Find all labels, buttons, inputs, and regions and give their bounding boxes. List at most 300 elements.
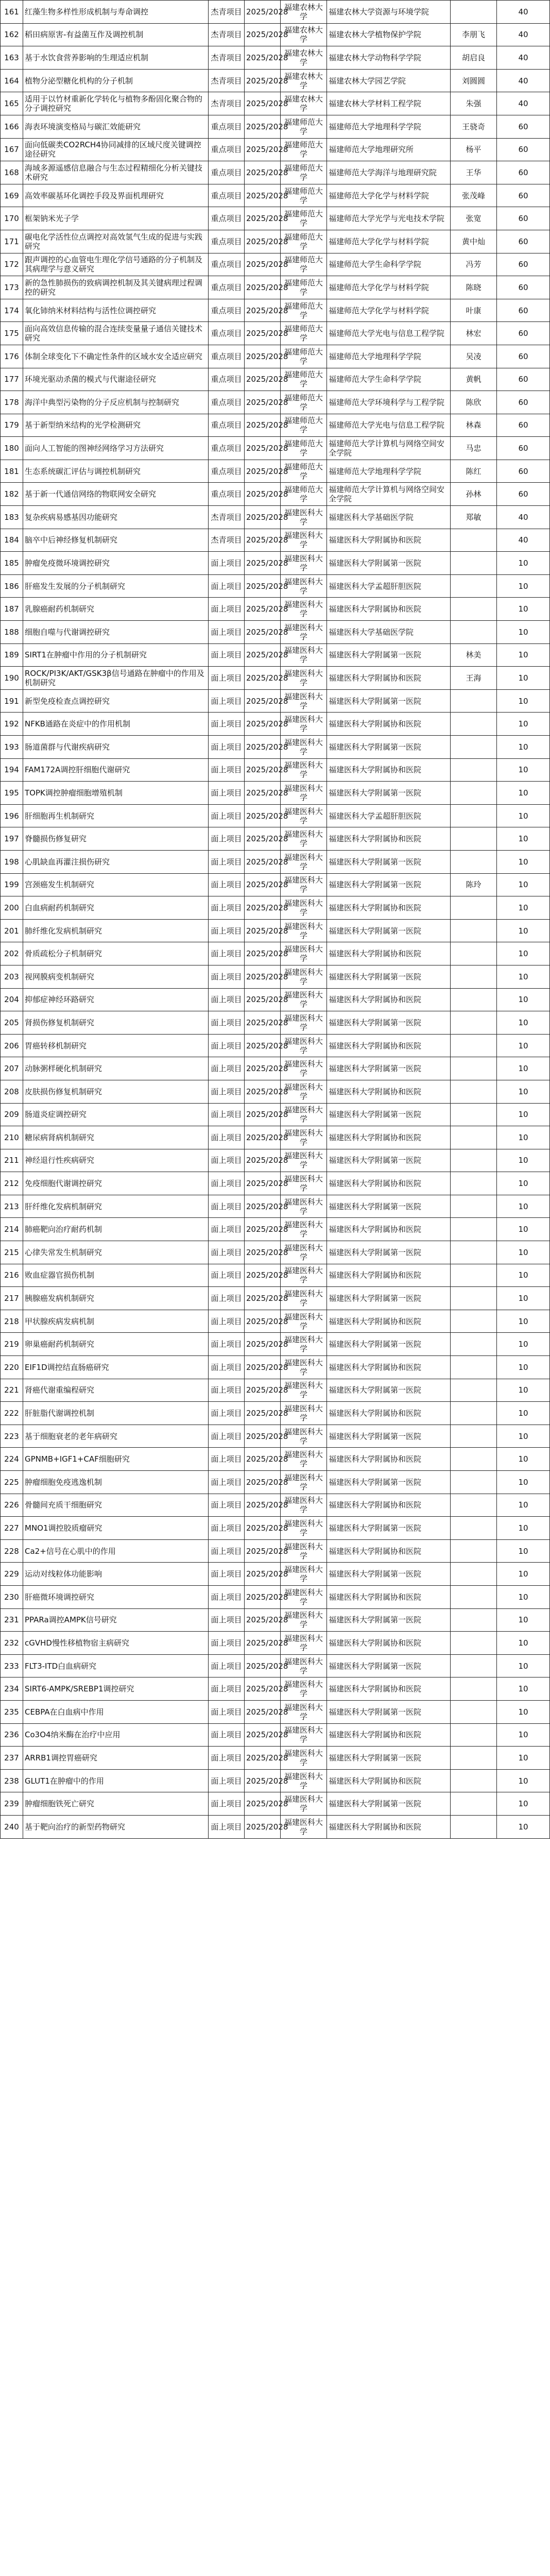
cell-name	[451, 1310, 497, 1333]
table-row	[1, 827, 550, 851]
cell-period: 2025/2028	[245, 23, 281, 46]
cell-title: 肿瘤细胞铁死亡研究	[23, 1792, 209, 1816]
cell-name	[451, 1425, 497, 1448]
table-row	[1, 1792, 550, 1816]
table-row	[1, 1172, 550, 1195]
cell-no: 177	[1, 368, 23, 391]
cell-name	[451, 1195, 497, 1218]
cell-type: 面上项目	[209, 873, 245, 896]
cell-no: 199	[1, 873, 23, 896]
cell-period: 2025/2028	[245, 529, 281, 552]
cell-no: 180	[1, 437, 23, 460]
cell-no: 191	[1, 689, 23, 713]
cell-title: 视网膜病变机制研究	[23, 965, 209, 988]
cell-type: 重点项目	[209, 322, 245, 345]
table-row	[1, 299, 550, 322]
cell-period: 2025/2028	[245, 827, 281, 851]
cell-period: 2025/2028	[245, 1149, 281, 1172]
cell-name: 郑敏	[451, 506, 497, 529]
cell-no: 223	[1, 1425, 23, 1448]
table-row	[1, 1241, 550, 1264]
table-row	[1, 1287, 550, 1310]
cell-unit: 福建医科大学	[281, 758, 327, 782]
cell-amount: 10	[497, 1494, 550, 1517]
cell-inst: 福建医科大学附属第一医院	[327, 1563, 451, 1586]
table-row	[1, 896, 550, 920]
cell-name	[451, 1632, 497, 1655]
cell-type: 面上项目	[209, 1563, 245, 1586]
cell-name	[451, 552, 497, 575]
cell-no: 182	[1, 483, 23, 506]
cell-amount: 60	[497, 437, 550, 460]
cell-period: 2025/2028	[245, 1356, 281, 1379]
cell-inst: 福建医科大学附属第一医院	[327, 643, 451, 667]
cell-amount: 10	[497, 667, 550, 690]
cell-no: 221	[1, 1379, 23, 1402]
cell-amount: 10	[497, 598, 550, 621]
cell-type: 杰青项目	[209, 46, 245, 70]
cell-amount: 10	[497, 552, 550, 575]
table-row	[1, 1471, 550, 1494]
cell-inst: 福建医科大学附属第一医院	[327, 552, 451, 575]
cell-name	[451, 1769, 497, 1792]
cell-name	[451, 988, 497, 1011]
table-row	[1, 574, 550, 598]
cell-no: 218	[1, 1310, 23, 1333]
table-row	[1, 115, 550, 138]
cell-amount: 10	[497, 1585, 550, 1608]
cell-type: 重点项目	[209, 253, 245, 276]
cell-period: 2025/2028	[245, 736, 281, 759]
cell-type: 面上项目	[209, 1471, 245, 1494]
cell-period: 2025/2028	[245, 1632, 281, 1655]
table-row	[1, 598, 550, 621]
cell-amount: 10	[497, 1700, 550, 1723]
cell-amount: 60	[497, 460, 550, 483]
table-row	[1, 1310, 550, 1333]
cell-period: 2025/2028	[245, 1080, 281, 1103]
cell-period: 2025/2028	[245, 161, 281, 184]
cell-period: 2025/2028	[245, 1539, 281, 1563]
cell-title: 肝癌发生发展的分子机制研究	[23, 574, 209, 598]
cell-title: 肺癌靶向治疗耐药机制	[23, 1218, 209, 1241]
cell-name	[451, 1563, 497, 1586]
cell-type: 面上项目	[209, 1677, 245, 1701]
cell-period: 2025/2028	[245, 1654, 281, 1677]
table-row	[1, 1379, 550, 1402]
cell-unit: 福建师范大学	[281, 414, 327, 437]
cell-inst: 福建医科大学附属第一医院	[327, 1517, 451, 1540]
cell-unit: 福建医科大学	[281, 1379, 327, 1402]
cell-no: 190	[1, 667, 23, 690]
cell-period: 2025/2028	[245, 1792, 281, 1816]
cell-inst: 福建农林大学动物科学学院	[327, 46, 451, 70]
cell-unit: 福建农林大学	[281, 1, 327, 24]
cell-period: 2025/2028	[245, 1287, 281, 1310]
table-row	[1, 1585, 550, 1608]
cell-type: 面上项目	[209, 896, 245, 920]
cell-type: 重点项目	[209, 138, 245, 161]
cell-period: 2025/2028	[245, 184, 281, 207]
table-row	[1, 1632, 550, 1655]
cell-name	[451, 896, 497, 920]
cell-name	[451, 1333, 497, 1356]
cell-name: 孙林	[451, 483, 497, 506]
cell-type: 面上项目	[209, 965, 245, 988]
cell-no: 198	[1, 850, 23, 873]
cell-unit: 福建医科大学	[281, 1080, 327, 1103]
cell-amount: 10	[497, 1539, 550, 1563]
cell-no: 240	[1, 1815, 23, 1838]
cell-name: 王骁奇	[451, 115, 497, 138]
cell-unit: 福建医科大学	[281, 1103, 327, 1126]
cell-title: 肿瘤免疫微环境调控研究	[23, 552, 209, 575]
cell-unit: 福建医科大学	[281, 1632, 327, 1655]
cell-no: 183	[1, 506, 23, 529]
cell-amount: 10	[497, 1333, 550, 1356]
cell-unit: 福建师范大学	[281, 299, 327, 322]
cell-period: 2025/2028	[245, 873, 281, 896]
cell-title: 甲状腺疾病发病机制	[23, 1310, 209, 1333]
cell-amount: 40	[497, 46, 550, 70]
cell-period: 2025/2028	[245, 115, 281, 138]
cell-period: 2025/2028	[245, 1815, 281, 1838]
cell-amount: 10	[497, 1471, 550, 1494]
cell-inst: 福建医科大学附属协和医院	[327, 598, 451, 621]
cell-type: 面上项目	[209, 1011, 245, 1035]
cell-no: 214	[1, 1218, 23, 1241]
cell-period: 2025/2028	[245, 988, 281, 1011]
cell-no: 167	[1, 138, 23, 161]
cell-unit: 福建医科大学	[281, 827, 327, 851]
cell-unit: 福建医科大学	[281, 1264, 327, 1287]
cell-no: 206	[1, 1034, 23, 1057]
cell-no: 233	[1, 1654, 23, 1677]
cell-unit: 福建师范大学	[281, 161, 327, 184]
cell-type: 杰青项目	[209, 23, 245, 46]
cell-period: 2025/2028	[245, 1333, 281, 1356]
cell-inst: 福建师范大学计算机与网络空间安全学院	[327, 483, 451, 506]
cell-title: 皮肤损伤修复机制研究	[23, 1080, 209, 1103]
cell-period: 2025/2028	[245, 391, 281, 414]
cell-title: GLUT1在肿瘤中的作用	[23, 1769, 209, 1792]
cell-title: 运动对线粒体功能影响	[23, 1563, 209, 1586]
cell-no: 204	[1, 988, 23, 1011]
cell-type: 面上项目	[209, 1792, 245, 1816]
cell-no: 210	[1, 1126, 23, 1149]
cell-name: 林森	[451, 414, 497, 437]
cell-name: 杨平	[451, 138, 497, 161]
cell-name: 陈晓	[451, 276, 497, 299]
table-row	[1, 552, 550, 575]
cell-no: 195	[1, 782, 23, 805]
cell-title: 基于新型纳米结构的光学检测研究	[23, 414, 209, 437]
cell-period: 2025/2028	[245, 1448, 281, 1471]
cell-period: 2025/2028	[245, 574, 281, 598]
cell-title: 碳电化学活性位点调控对高效氢气生成的促进与实践研究	[23, 230, 209, 253]
cell-period: 2025/2028	[245, 1310, 281, 1333]
cell-amount: 10	[497, 1057, 550, 1080]
cell-inst: 福建医科大学附属第一医院	[327, 850, 451, 873]
cell-type: 重点项目	[209, 161, 245, 184]
cell-title: 新的急性肺损伤的致病调控机制及其关键病理过程调控的研究	[23, 276, 209, 299]
cell-title: 海域多源遥感信息融合与生态过程精细化分析关键技术研究	[23, 161, 209, 184]
cell-name	[451, 827, 497, 851]
cell-inst: 福建师范大学光电与信息工程学院	[327, 322, 451, 345]
cell-period: 2025/2028	[245, 368, 281, 391]
table-row	[1, 1517, 550, 1540]
cell-period: 2025/2028	[245, 1563, 281, 1586]
table-row	[1, 1654, 550, 1677]
cell-period: 2025/2028	[245, 782, 281, 805]
cell-unit: 福建医科大学	[281, 1563, 327, 1586]
cell-period: 2025/2028	[245, 460, 281, 483]
cell-no: 172	[1, 253, 23, 276]
cell-unit: 福建医科大学	[281, 1333, 327, 1356]
cell-period: 2025/2028	[245, 1677, 281, 1701]
cell-unit: 福建医科大学	[281, 896, 327, 920]
cell-unit: 福建医科大学	[281, 1149, 327, 1172]
cell-unit: 福建医科大学	[281, 713, 327, 736]
cell-amount: 10	[497, 1563, 550, 1586]
cell-name	[451, 1034, 497, 1057]
cell-amount: 10	[497, 850, 550, 873]
cell-unit: 福建师范大学	[281, 391, 327, 414]
cell-type: 面上项目	[209, 1264, 245, 1287]
cell-name	[451, 1723, 497, 1747]
cell-type: 重点项目	[209, 184, 245, 207]
table-row	[1, 1723, 550, 1747]
cell-inst: 福建医科大学附属第一医院	[327, 1195, 451, 1218]
cell-title: CEBPA在白血病中作用	[23, 1700, 209, 1723]
cell-type: 面上项目	[209, 1149, 245, 1172]
cell-type: 重点项目	[209, 276, 245, 299]
cell-unit: 福建医科大学	[281, 1057, 327, 1080]
table-row	[1, 1700, 550, 1723]
table-row	[1, 1195, 550, 1218]
table-row	[1, 1126, 550, 1149]
table-row	[1, 1448, 550, 1471]
table-row	[1, 667, 550, 690]
cell-period: 2025/2028	[245, 713, 281, 736]
cell-title: 肾癌代谢重编程研究	[23, 1379, 209, 1402]
cell-no: 196	[1, 804, 23, 827]
cell-period: 2025/2028	[245, 1057, 281, 1080]
cell-amount: 60	[497, 138, 550, 161]
cell-no: 220	[1, 1356, 23, 1379]
table-row	[1, 621, 550, 644]
cell-period: 2025/2028	[245, 1195, 281, 1218]
cell-no: 171	[1, 230, 23, 253]
cell-title: 免疫细胞代谢调控研究	[23, 1172, 209, 1195]
cell-no: 236	[1, 1723, 23, 1747]
cell-name: 陈红	[451, 460, 497, 483]
cell-unit: 福建医科大学	[281, 1218, 327, 1241]
table-row	[1, 1402, 550, 1425]
cell-unit: 福建医科大学	[281, 1034, 327, 1057]
cell-period: 2025/2028	[245, 1402, 281, 1425]
table-row	[1, 1608, 550, 1632]
cell-name	[451, 804, 497, 827]
cell-title: 肠道菌群与代谢疾病研究	[23, 736, 209, 759]
cell-type: 面上项目	[209, 552, 245, 575]
table-row	[1, 1539, 550, 1563]
table-row	[1, 345, 550, 368]
cell-name	[451, 574, 497, 598]
cell-amount: 60	[497, 483, 550, 506]
cell-inst: 福建医科大学基础医学院	[327, 621, 451, 644]
cell-period: 2025/2028	[245, 758, 281, 782]
cell-name	[451, 1815, 497, 1838]
cell-type: 面上项目	[209, 667, 245, 690]
cell-unit: 福建医科大学	[281, 1769, 327, 1792]
grant-table-body	[1, 1, 550, 1839]
cell-period: 2025/2028	[245, 850, 281, 873]
cell-amount: 10	[497, 689, 550, 713]
cell-no: 219	[1, 1333, 23, 1356]
cell-name	[451, 1356, 497, 1379]
table-row	[1, 437, 550, 460]
cell-unit: 福建医科大学	[281, 1747, 327, 1770]
cell-no: 213	[1, 1195, 23, 1218]
cell-title: 胃癌转移机制研究	[23, 1034, 209, 1057]
cell-type: 面上项目	[209, 827, 245, 851]
cell-amount: 60	[497, 391, 550, 414]
cell-unit: 福建医科大学	[281, 1126, 327, 1149]
cell-type: 面上项目	[209, 598, 245, 621]
cell-title: 基于靶向治疗的新型药物研究	[23, 1815, 209, 1838]
cell-type: 重点项目	[209, 115, 245, 138]
cell-unit: 福建医科大学	[281, 552, 327, 575]
cell-type: 面上项目	[209, 782, 245, 805]
cell-type: 面上项目	[209, 1494, 245, 1517]
table-row	[1, 804, 550, 827]
cell-title: 基于水饮食营养影响的生理适应机制	[23, 46, 209, 70]
cell-name	[451, 850, 497, 873]
cell-type: 面上项目	[209, 1654, 245, 1677]
cell-unit: 福建医科大学	[281, 1700, 327, 1723]
cell-amount: 10	[497, 1241, 550, 1264]
cell-amount: 10	[497, 1769, 550, 1792]
cell-title: 肾损伤修复机制研究	[23, 1011, 209, 1035]
cell-type: 面上项目	[209, 1103, 245, 1126]
cell-period: 2025/2028	[245, 689, 281, 713]
table-row	[1, 988, 550, 1011]
cell-title: 肝癌微环境调控研究	[23, 1585, 209, 1608]
cell-name	[451, 1792, 497, 1816]
cell-inst: 福建师范大学地理科学学院	[327, 345, 451, 368]
cell-period: 2025/2028	[245, 276, 281, 299]
cell-name: 马忠	[451, 437, 497, 460]
cell-inst: 福建师范大学化学与材料学院	[327, 184, 451, 207]
cell-amount: 10	[497, 1356, 550, 1379]
cell-amount: 10	[497, 1287, 550, 1310]
cell-unit: 福建医科大学	[281, 1608, 327, 1632]
cell-unit: 福建农林大学	[281, 46, 327, 70]
cell-unit: 福建医科大学	[281, 850, 327, 873]
cell-inst: 福建师范大学化学与材料学院	[327, 299, 451, 322]
cell-amount: 60	[497, 276, 550, 299]
table-row	[1, 230, 550, 253]
cell-type: 面上项目	[209, 1769, 245, 1792]
cell-amount: 10	[497, 1310, 550, 1333]
cell-unit: 福建师范大学	[281, 230, 327, 253]
cell-name	[451, 1011, 497, 1035]
cell-title: 面向人工智能的图神经网络学习方法研究	[23, 437, 209, 460]
cell-name	[451, 529, 497, 552]
cell-inst: 福建医科大学孟超肝胆医院	[327, 804, 451, 827]
cell-title: 肺纤维化发病机制研究	[23, 919, 209, 942]
table-row	[1, 850, 550, 873]
cell-no: 234	[1, 1677, 23, 1701]
cell-title: 海洋中典型污染物的分子反应机制与控制研究	[23, 391, 209, 414]
cell-title: 复杂疾病易感基因功能研究	[23, 506, 209, 529]
cell-title: 新型免疫检查点调控研究	[23, 689, 209, 713]
cell-title: MNO1调控胶质瘤研究	[23, 1517, 209, 1540]
cell-period: 2025/2028	[245, 621, 281, 644]
cell-title: 稻田病原害-有益菌互作及调控机制	[23, 23, 209, 46]
table-row	[1, 1080, 550, 1103]
cell-name	[451, 1172, 497, 1195]
cell-inst: 福建医科大学附属协和医院	[327, 896, 451, 920]
table-row	[1, 965, 550, 988]
cell-amount: 60	[497, 161, 550, 184]
cell-title: FLT3-ITD白血病研究	[23, 1654, 209, 1677]
cell-no: 205	[1, 1011, 23, 1035]
cell-amount: 10	[497, 827, 550, 851]
cell-amount: 60	[497, 345, 550, 368]
cell-amount: 10	[497, 1792, 550, 1816]
cell-period: 2025/2028	[245, 1264, 281, 1287]
cell-title: 生态系统碳汇评估与调控机制研究	[23, 460, 209, 483]
cell-inst: 福建医科大学附属协和医院	[327, 1815, 451, 1838]
cell-amount: 60	[497, 207, 550, 230]
cell-type: 面上项目	[209, 1448, 245, 1471]
cell-period: 2025/2028	[245, 1747, 281, 1770]
cell-title: 框架钠米光子学	[23, 207, 209, 230]
table-row	[1, 92, 550, 115]
cell-type: 面上项目	[209, 1287, 245, 1310]
cell-unit: 福建农林大学	[281, 92, 327, 115]
table-row	[1, 460, 550, 483]
cell-name	[451, 919, 497, 942]
cell-amount: 10	[497, 1126, 550, 1149]
cell-type: 面上项目	[209, 1126, 245, 1149]
cell-period: 2025/2028	[245, 506, 281, 529]
cell-type: 面上项目	[209, 574, 245, 598]
cell-inst: 福建医科大学附属协和医院	[327, 1448, 451, 1471]
cell-amount: 10	[497, 1172, 550, 1195]
cell-type: 面上项目	[209, 1723, 245, 1747]
table-row	[1, 643, 550, 667]
cell-inst: 福建医科大学附属第一医院	[327, 919, 451, 942]
cell-title: 骨髓间充质干细胞研究	[23, 1494, 209, 1517]
cell-name	[451, 1747, 497, 1770]
table-row	[1, 529, 550, 552]
cell-title: 白血病耐药机制研究	[23, 896, 209, 920]
cell-unit: 福建医科大学	[281, 621, 327, 644]
table-row	[1, 1218, 550, 1241]
table-row	[1, 391, 550, 414]
cell-name	[451, 1379, 497, 1402]
cell-amount: 10	[497, 1723, 550, 1747]
cell-unit: 福建医科大学	[281, 1425, 327, 1448]
cell-type: 面上项目	[209, 1815, 245, 1838]
cell-unit: 福建医科大学	[281, 942, 327, 965]
cell-type: 面上项目	[209, 850, 245, 873]
cell-period: 2025/2028	[245, 919, 281, 942]
cell-unit: 福建医科大学	[281, 1517, 327, 1540]
